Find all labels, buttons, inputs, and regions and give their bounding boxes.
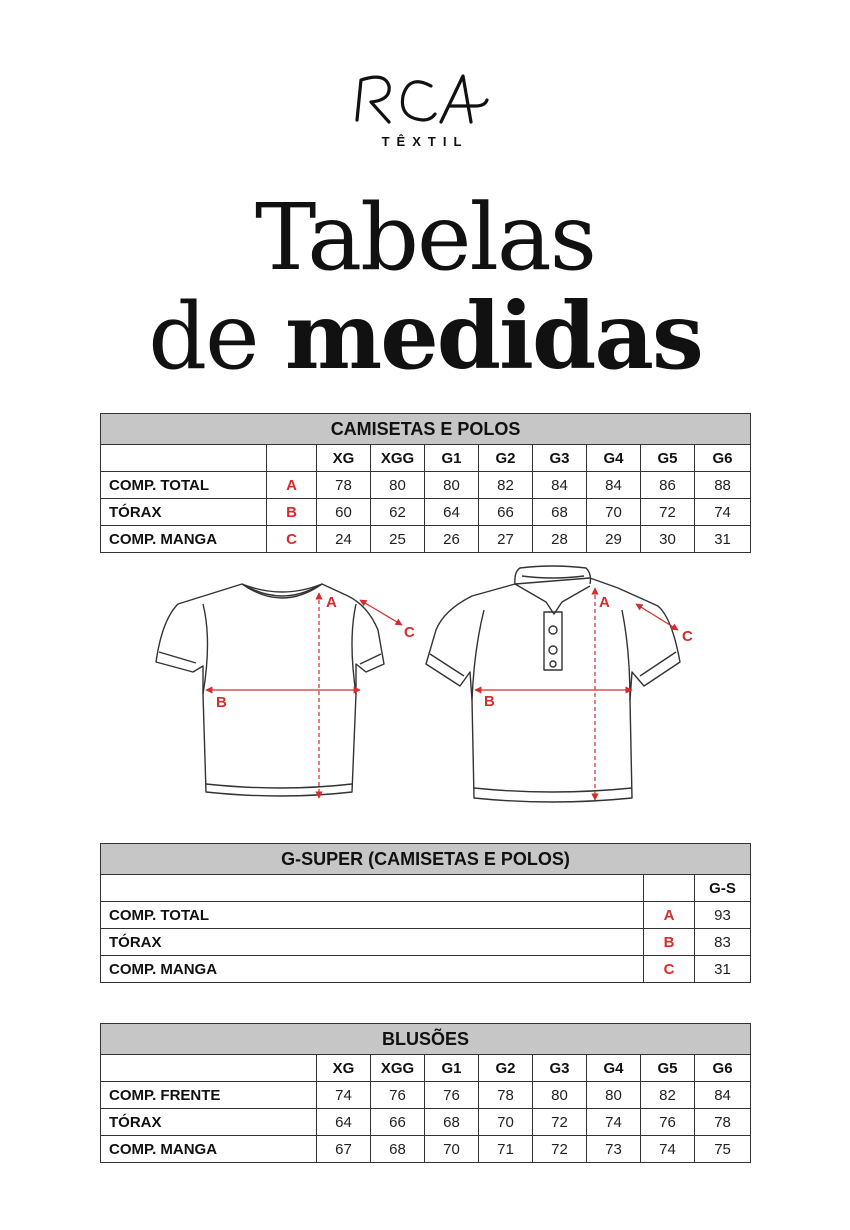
value-cell: 70 [587,499,641,526]
size-header: G2 [479,1055,533,1082]
value-cell: 74 [695,499,751,526]
size-header: G1 [425,1055,479,1082]
value-cell: 67 [317,1136,371,1163]
tshirt-measure-lines [206,593,402,798]
size-header: G6 [695,445,751,472]
value-cell: 84 [587,472,641,499]
value-cell: 75 [695,1136,751,1163]
row-label: COMP. MANGA [101,526,267,553]
polo-label-c: C [682,628,693,645]
row-label: TÓRAX [101,1109,317,1136]
value-cell: 82 [641,1082,695,1109]
value-cell: 72 [533,1136,587,1163]
size-header: G-S [695,875,751,902]
table-row [101,1082,751,1109]
size-header: XGG [371,1055,425,1082]
value-cell: 74 [587,1109,641,1136]
measure-line-c [360,600,402,625]
value-cell: 76 [641,1109,695,1136]
title-bold-word: medidas [284,282,702,390]
value-cell: 80 [533,1082,587,1109]
measure-letter: B [644,929,695,956]
size-header: XGG [371,445,425,472]
measure-letter: B [267,499,317,526]
tshirt-label-c: C [404,624,415,641]
value-cell: 62 [371,499,425,526]
table-camisetas-polos [100,413,751,553]
table-row [101,472,751,499]
table-title: CAMISETAS E POLOS [101,414,751,445]
row-label: TÓRAX [101,929,644,956]
brand-subtitle: TÊXTIL [381,134,469,149]
table-row [101,499,751,526]
value-cell: 68 [425,1109,479,1136]
size-header: G3 [533,445,587,472]
value-cell: 66 [479,499,533,526]
value-cell: 68 [533,499,587,526]
size-header: G5 [641,445,695,472]
value-cell: 80 [425,472,479,499]
tshirt-label-b: B [216,694,227,711]
value-cell: 72 [641,499,695,526]
value-cell: 68 [371,1136,425,1163]
value-cell: 28 [533,526,587,553]
table-row [101,1136,751,1163]
value-cell: 76 [425,1082,479,1109]
value-cell: 78 [317,472,371,499]
value-cell: 88 [695,472,751,499]
polo-shirt-icon [426,566,680,802]
size-header: G1 [425,445,479,472]
value-cell: 31 [695,956,751,983]
value-cell: 93 [695,902,751,929]
table-g-super [100,843,751,983]
value-cell: 64 [317,1109,371,1136]
rca-logo-icon [345,66,505,152]
size-header: G5 [641,1055,695,1082]
value-cell: 76 [371,1082,425,1109]
value-cell: 64 [425,499,479,526]
row-label: COMP. TOTAL [101,902,644,929]
table-row [101,902,751,929]
table-row [101,956,751,983]
empty-cell [267,445,317,472]
row-label: TÓRAX [101,499,267,526]
table-title: BLUSÕES [101,1024,751,1055]
size-header: G6 [695,1055,751,1082]
table-row [101,526,751,553]
value-cell: 25 [371,526,425,553]
polo-measure-lines [475,588,678,800]
tshirt-label-a: A [326,594,337,611]
value-cell: 72 [533,1109,587,1136]
empty-cell [101,1055,317,1082]
value-cell: 70 [425,1136,479,1163]
value-cell: 84 [533,472,587,499]
value-cell: 27 [479,526,533,553]
size-header: XG [317,445,371,472]
value-cell: 31 [695,526,751,553]
measure-letter: C [644,956,695,983]
measure-letter: A [644,902,695,929]
value-cell: 29 [587,526,641,553]
size-header: XG [317,1055,371,1082]
polo-label-b: B [484,693,495,710]
table-blusoes [100,1023,751,1163]
value-cell: 80 [371,472,425,499]
garment-measurement-diagram [150,565,710,810]
value-cell: 73 [587,1136,641,1163]
value-cell: 66 [371,1109,425,1136]
size-header: G4 [587,1055,641,1082]
page-title-line-1: Tabelas [255,184,595,291]
value-cell: 78 [479,1082,533,1109]
page-title-line-2 [0,282,850,390]
table-title: G-SUPER (CAMISETAS E POLOS) [101,844,751,875]
value-cell: 70 [479,1109,533,1136]
table-row [101,929,751,956]
title-regular-word: de [148,283,258,390]
size-header: G2 [479,445,533,472]
value-cell: 74 [317,1082,371,1109]
table-row [101,1109,751,1136]
value-cell: 86 [641,472,695,499]
empty-cell [644,875,695,902]
measure-line-c [636,604,678,630]
measure-letter: C [267,526,317,553]
value-cell: 24 [317,526,371,553]
value-cell: 82 [479,472,533,499]
value-cell: 84 [695,1082,751,1109]
row-label: COMP. MANGA [101,1136,317,1163]
row-label: COMP. FRENTE [101,1082,317,1109]
size-header: G3 [533,1055,587,1082]
value-cell: 74 [641,1136,695,1163]
value-cell: 71 [479,1136,533,1163]
value-cell: 60 [317,499,371,526]
value-cell: 80 [587,1082,641,1109]
value-cell: 26 [425,526,479,553]
empty-cell [101,875,644,902]
size-header: G4 [587,445,641,472]
brand-logo [0,66,850,156]
polo-label-a: A [599,594,610,611]
value-cell: 30 [641,526,695,553]
value-cell: 83 [695,929,751,956]
row-label: COMP. TOTAL [101,472,267,499]
row-label: COMP. MANGA [101,956,644,983]
value-cell: 78 [695,1109,751,1136]
empty-cell [101,445,267,472]
measure-letter: A [267,472,317,499]
